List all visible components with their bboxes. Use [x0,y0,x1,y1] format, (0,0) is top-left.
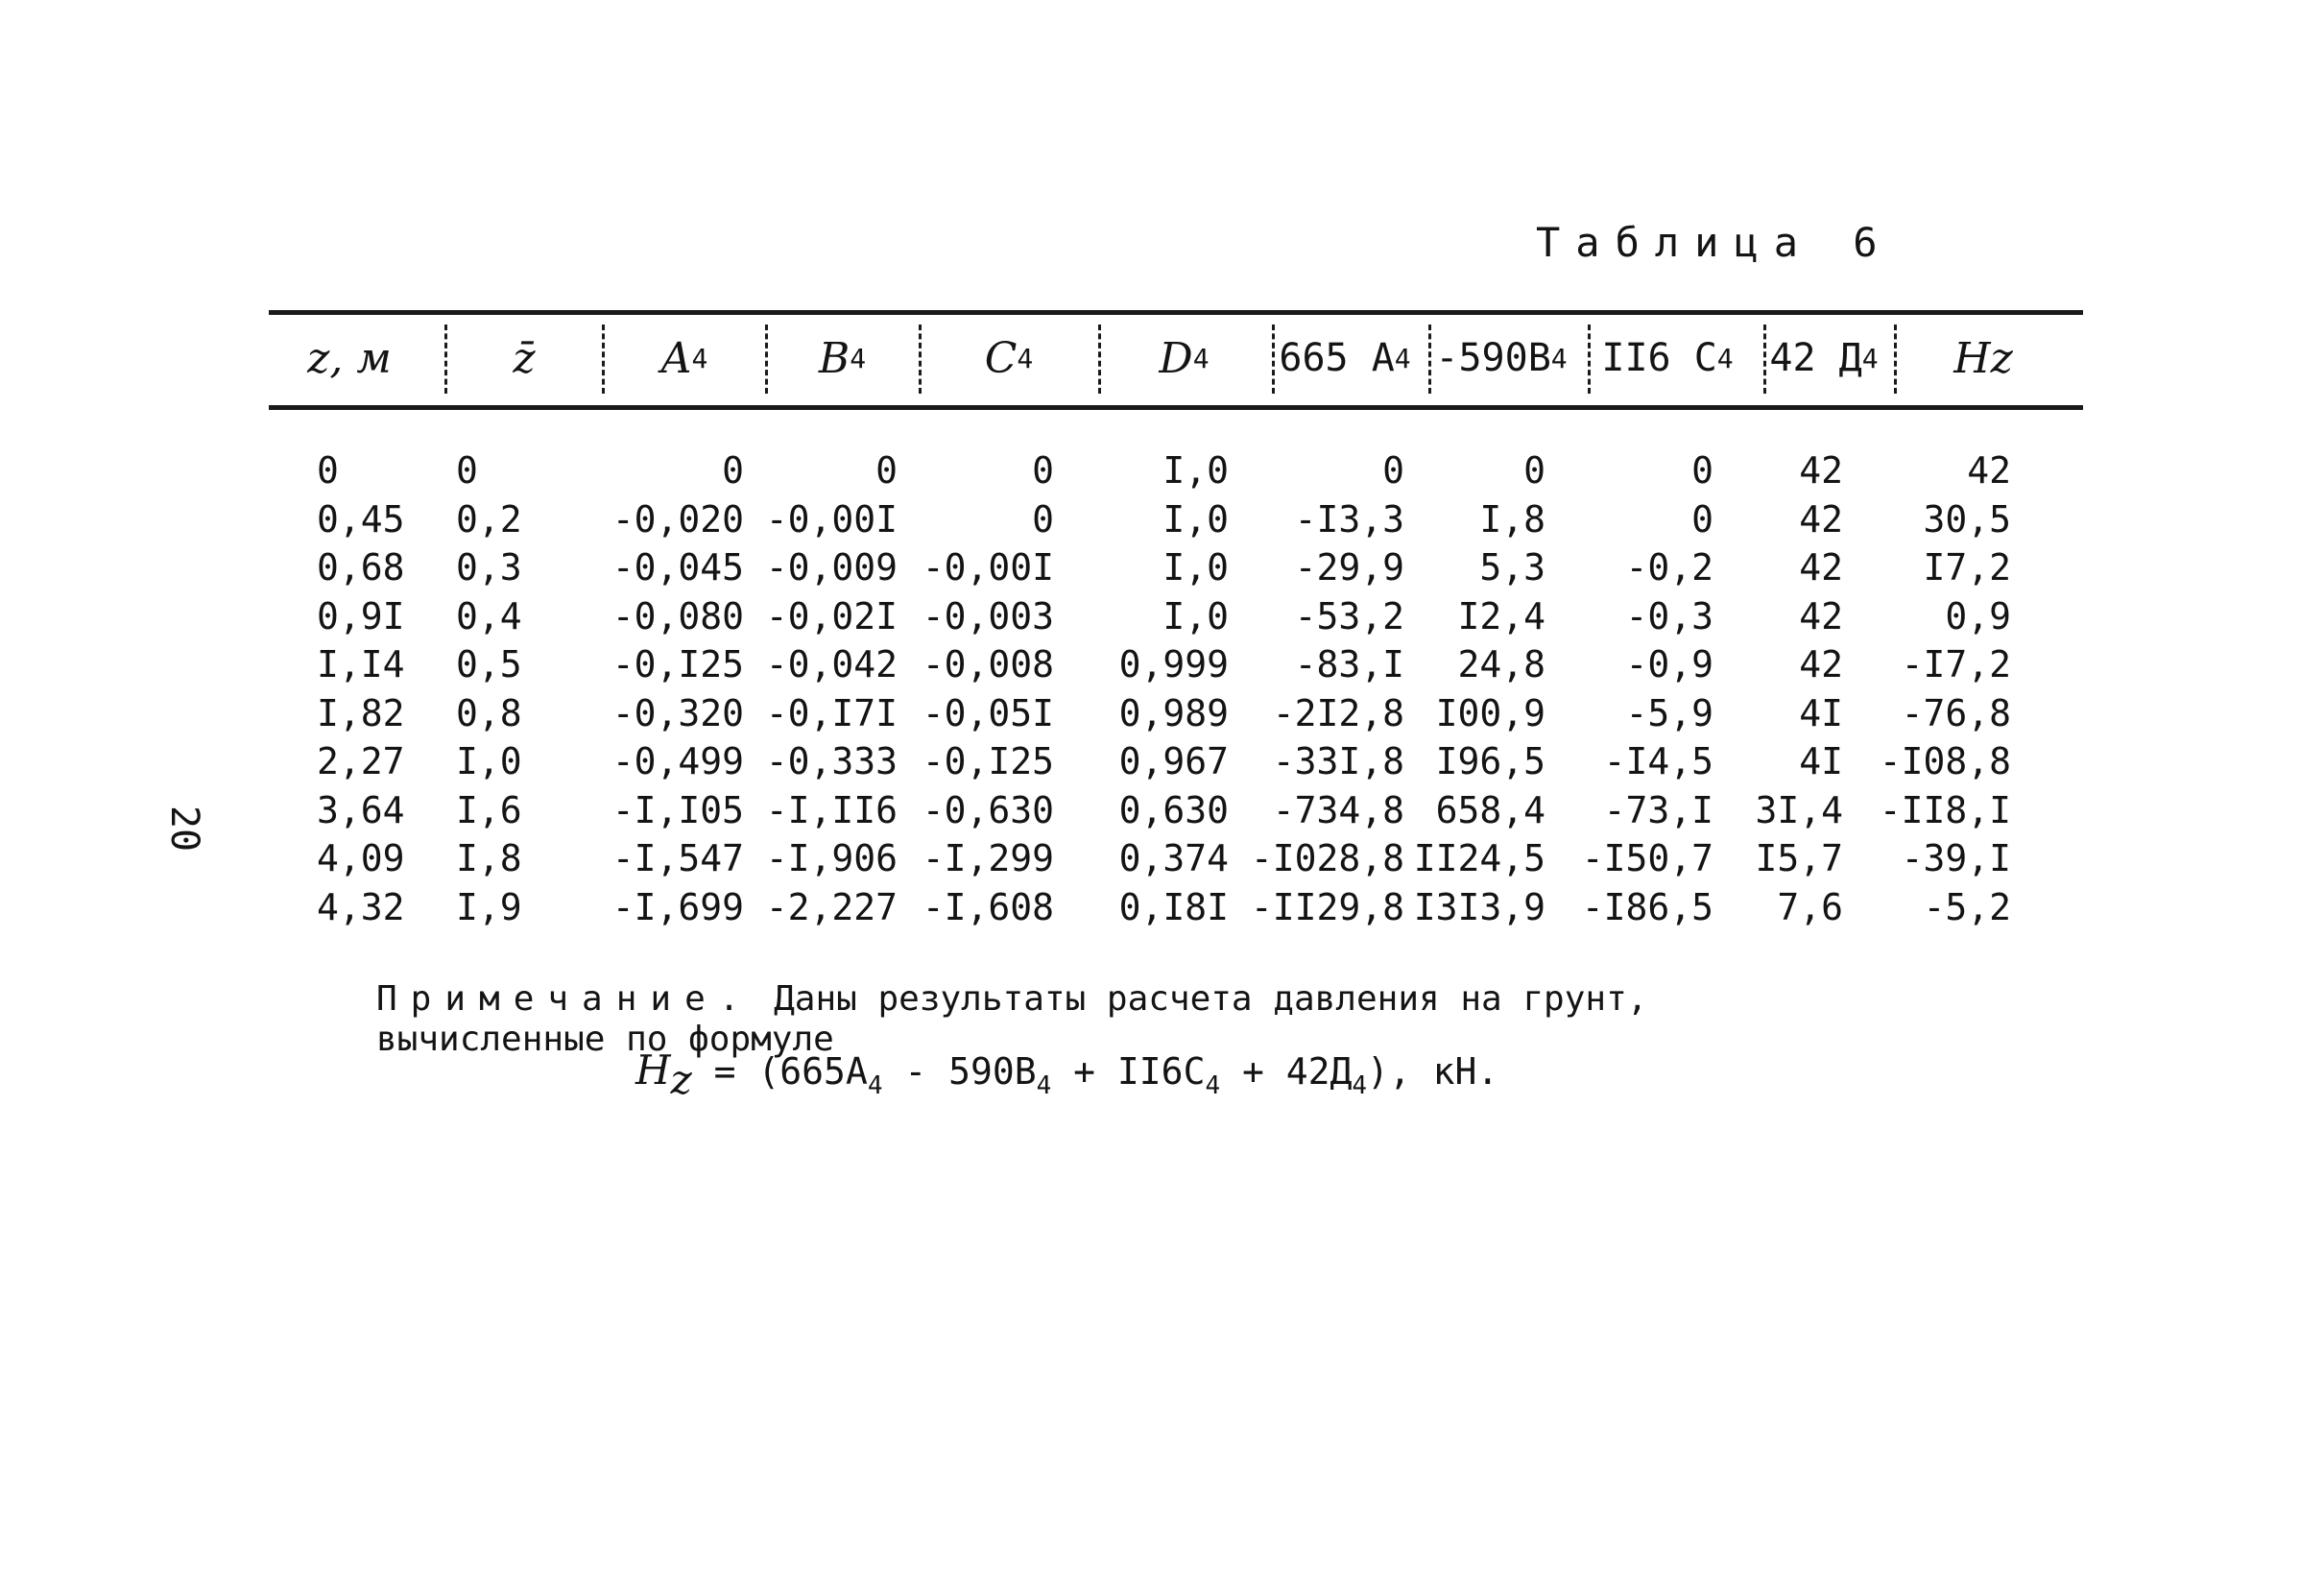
header-d4-base: D [1159,333,1193,383]
header-a4-base: A [660,333,692,383]
table-cell: 42 [1799,497,1843,541]
header-116c4-sub: 4 [1716,342,1734,374]
table-cell: -I08,8 [1879,740,2011,782]
table-cell: -0,I25 [922,740,1054,782]
header-a4 [605,317,764,399]
header-b4 [768,317,917,399]
table-cell: 42 [1799,449,1843,492]
table-cell: 42 [1967,449,2011,492]
table-row [269,883,2083,932]
table-cell: 42 [1799,594,1843,637]
table-cell: 0 [317,449,339,492]
header-z-m [269,317,430,399]
table-cell: 0,630 [1118,788,1229,831]
table-cell: -I,I05 [611,788,744,831]
table-cell: I,I4 [317,643,405,685]
table-caption: Таблица 6 [1536,219,1893,266]
page-number: 20 [162,805,207,853]
table-row [269,737,2083,786]
table-cell: 42 [1799,546,1843,589]
table-cell: -I,547 [611,837,744,879]
table-cell: -29,9 [1294,546,1404,589]
formula-sub-4: 4 [1352,1071,1368,1100]
table-cell: -0,009 [765,546,898,589]
table-cell: I,6 [456,788,522,831]
table-body [269,446,2083,931]
table-cell: 3,64 [317,788,405,831]
table-cell: I,0 [1162,594,1229,637]
header-d4 [1101,317,1267,399]
table-cell: 0 [875,449,898,492]
table-cell: -0,008 [922,643,1054,685]
table-header-rule [269,405,2083,410]
header-116c4 [1591,317,1744,399]
table-cell: 4I [1799,691,1843,734]
table-cell: 0 [722,449,744,492]
table-cell: 4,09 [317,837,405,879]
header-c4-base: C [984,333,1018,383]
formula-lhs: H [635,1046,671,1094]
table-cell: -0,02I [765,594,898,637]
header-42d4 [1766,317,1881,399]
table-cell: 0 [1032,497,1054,541]
table-cell: -II29,8 [1250,885,1404,928]
formula-part-3: + II6C [1051,1050,1206,1093]
table-cell: -0,I7I [765,691,898,734]
table-cell: -0,I25 [611,643,744,685]
table-cell: -I4,5 [1603,740,1713,782]
table-cell: -I,II6 [765,788,898,831]
table-cell: -53,2 [1294,594,1404,637]
table-cell: -0,080 [611,594,744,637]
table-cell: -0,3 [1625,594,1713,637]
table-row [269,446,2083,495]
formula-part-4: + 42Д [1220,1050,1353,1093]
header-116c4-base: II6 C [1601,336,1717,380]
table-cell: 4,32 [317,885,405,928]
header-42d4-base: 42 Д [1769,336,1862,380]
header-c4-sub: 4 [1017,342,1034,374]
table-cell: 0 [456,449,478,492]
table-cell: -0,00I [765,497,898,541]
header-hz-sub: z [1990,333,2013,383]
table-cell: I5,7 [1755,837,1843,879]
table-cell: I96,5 [1435,740,1545,782]
table-cell: 42 [1799,643,1843,685]
table-cell: -0,9 [1625,643,1713,685]
header-665a4-base: 665 A [1279,336,1395,380]
header-c4 [922,317,1096,399]
table-cell: 0,999 [1118,643,1229,685]
table-cell: 0 [1382,449,1404,492]
table-row [269,834,2083,883]
header-b4-sub: 4 [850,342,867,374]
formula-part-1: = (665A [713,1050,868,1093]
table-cell: -5,2 [1923,885,2011,928]
table-cell: -2I2,8 [1272,691,1404,734]
table-cell: II24,5 [1413,837,1545,879]
header-hz-base: H [1953,333,1991,383]
table-cell: 0,989 [1118,691,1229,734]
table-cell: 4I [1799,740,1843,782]
table-cell: -76,8 [1901,691,2011,734]
table-cell: I,0 [1162,546,1229,589]
table-cell: -I028,8 [1250,837,1404,879]
table-row [269,689,2083,738]
header-665a4-sub: 4 [1394,342,1411,374]
header-42d4-sub: 4 [1861,342,1879,374]
header-665a4 [1275,317,1415,399]
table-cell: 0 [1032,449,1054,492]
table-cell: -I,608 [922,885,1054,928]
header-z-bar-label: z̄ [513,333,536,383]
table-cell: -39,I [1901,837,2011,879]
table-cell: I,8 [456,837,522,879]
table-cell: 0,3 [456,546,522,589]
table-cell: -I50,7 [1581,837,1713,879]
table-cell: 7,6 [1777,885,1843,928]
table-cell: -0,045 [611,546,744,589]
table-cell: I7,2 [1923,546,2011,589]
table-cell: 658,4 [1435,788,1545,831]
table-cell: -I7,2 [1901,643,2011,685]
table-cell: -I,906 [765,837,898,879]
table-cell: I00,9 [1435,691,1545,734]
table-cell: -I,699 [611,885,744,928]
table-row [269,786,2083,835]
table-cell: 0,9I [317,594,405,637]
formula-lhs-sub: z [670,1056,692,1103]
formula-part-2: - 590B [882,1050,1037,1093]
table-cell: -0,00I [922,546,1054,589]
table-cell: 0 [1523,449,1545,492]
table-cell: -73,I [1603,788,1713,831]
table-cell: 0 [1691,497,1713,541]
table-cell: I,9 [456,885,522,928]
table-cell: 2,27 [317,740,405,782]
header-590b4-base: -590B [1435,336,1551,380]
note-text-2: вычисленные по формуле [376,1020,834,1059]
formula-tail: ), кН. [1367,1050,1499,1093]
table-cell: 0,2 [456,497,522,541]
table-cell: -I,299 [922,837,1054,879]
table-cell: -0,2 [1625,546,1713,589]
table-cell: -0,333 [765,740,898,782]
header-b4-base: B [818,333,851,383]
table-cell: -5,9 [1625,691,1713,734]
table-cell: 0,8 [456,691,522,734]
table-row [269,640,2083,689]
table-cell: 0,4 [456,594,522,637]
note [376,979,1647,1019]
table-row [269,543,2083,592]
table-row [269,495,2083,544]
table-cell: I,0 [1162,497,1229,541]
header-z-m-label: z, м [307,333,392,383]
table-cell: 24,8 [1457,643,1545,685]
table-cell: I2,4 [1457,594,1545,637]
table-cell: -0,499 [611,740,744,782]
header-hz [1897,317,2070,399]
table-cell: -0,042 [765,643,898,685]
table-cell: 0 [1691,449,1713,492]
table-cell: I3I3,9 [1413,885,1545,928]
table-cell: 0,I8I [1118,885,1229,928]
table-cell: 0,45 [317,497,405,541]
header-z-bar [447,317,601,399]
table-cell: -734,8 [1272,788,1404,831]
table-cell: -0,020 [611,497,744,541]
table-cell: 0,5 [456,643,522,685]
table-cell: 5,3 [1479,546,1545,589]
table-row [269,592,2083,641]
table-cell: -I3,3 [1294,497,1404,541]
note-formula [635,1046,1498,1103]
table-cell: -2,227 [765,885,898,928]
table-cell: -II8,I [1879,788,2011,831]
table-cell: 0,374 [1118,837,1229,879]
table-cell: 30,5 [1923,497,2011,541]
formula-sub-3: 4 [1205,1071,1221,1100]
note-text-1: Даны результаты расчета давления на грунт, [774,979,1648,1019]
table-top-rule [269,310,2083,315]
table-cell: -33I,8 [1272,740,1404,782]
table-cell: 3I,4 [1755,788,1843,831]
table-cell: I,0 [456,740,522,782]
table-cell: I,8 [1479,497,1545,541]
table-cell: 0,967 [1118,740,1229,782]
table-cell: -0,003 [922,594,1054,637]
table-cell: -0,320 [611,691,744,734]
header-d4-sub: 4 [1192,342,1210,374]
table-cell: -0,630 [922,788,1054,831]
table-cell: 0,9 [1945,594,2011,637]
table-cell: -0,05I [922,691,1054,734]
table-cell: -83,I [1294,643,1404,685]
table-cell: I,82 [317,691,405,734]
header-590b4-sub: 4 [1550,342,1568,374]
note-label: Примечание. [376,979,754,1019]
table-cell: I,0 [1162,449,1229,492]
header-a4-sub: 4 [691,342,708,374]
table-cell: 0,68 [317,546,405,589]
formula-sub-2: 4 [1036,1071,1052,1100]
formula-sub-1: 4 [867,1071,883,1100]
header-590b4 [1431,317,1571,399]
table-header [269,317,2083,399]
table-cell: -I86,5 [1581,885,1713,928]
